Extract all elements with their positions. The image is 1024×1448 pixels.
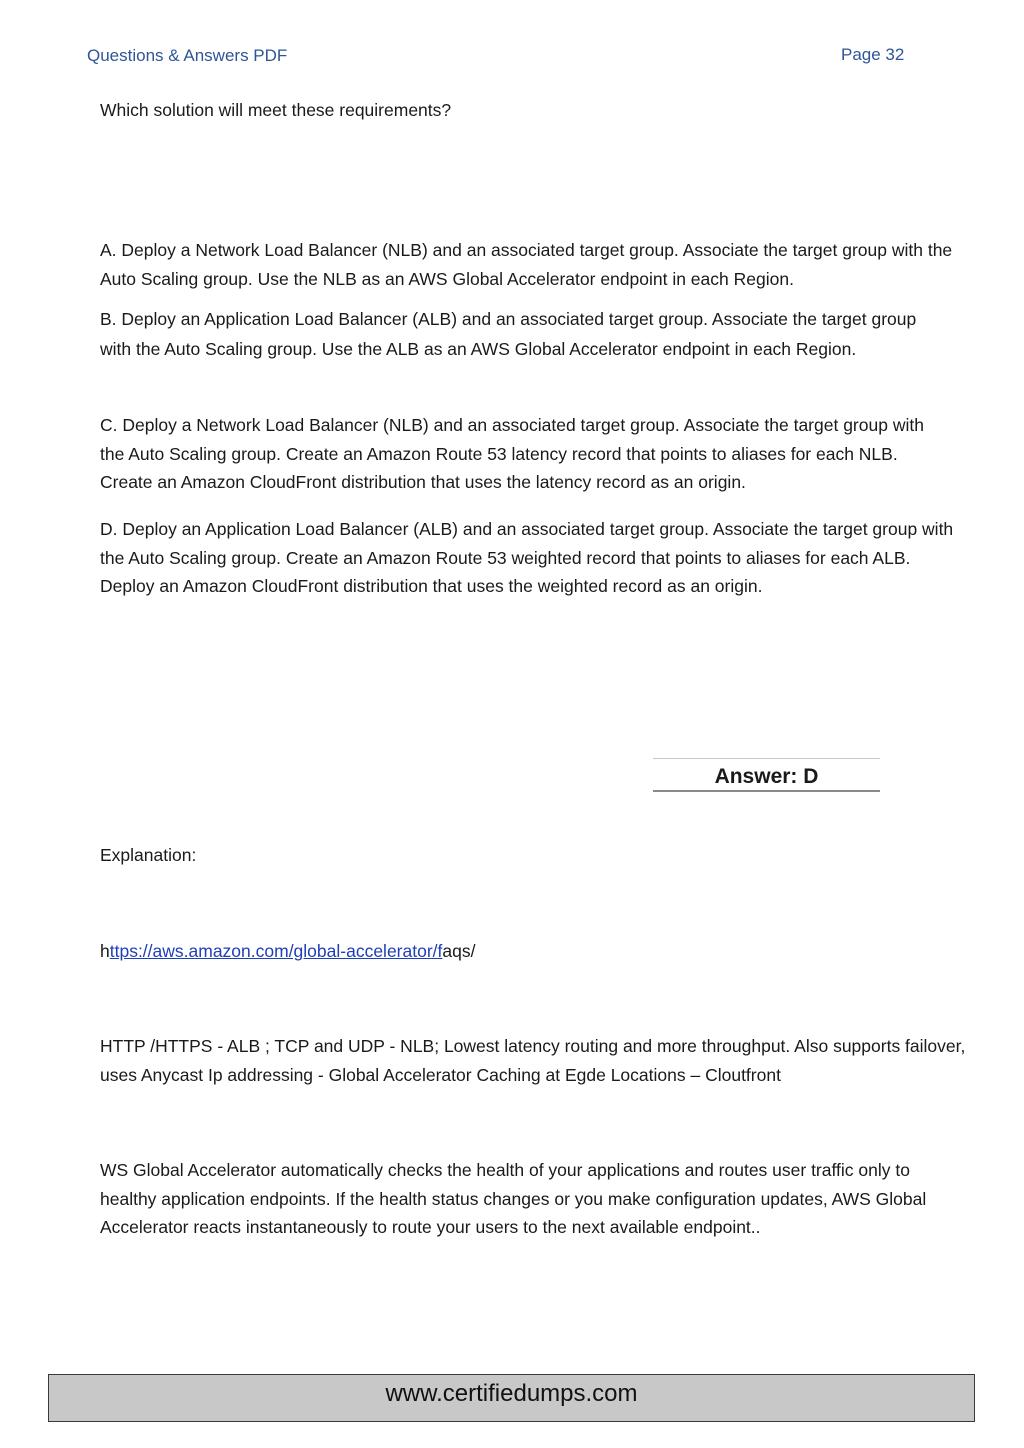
document-title: Questions & Answers PDF: [87, 46, 288, 65]
link-suffix: aqs/: [442, 941, 476, 961]
explanation-paragraph-1: HTTP /HTTPS - ALB ; TCP and UDP - NLB; Lowest latency routing and more throughput. Also supports failover, uses Anycast Ip addressing - Global Accelerator Caching at Egde Locations – Cloutfront: [100, 1036, 966, 1085]
answer-divider: [653, 758, 880, 759]
option-d: D. Deploy an Application Load Balancer (ALB) and an associated target group. Associate the target group with the Auto Scaling group. Create an Amazon Route 53 weighted record that points to aliases for each ALB. Deploy an Amazon CloudFront distribution that uses the weighted record as an origin.: [100, 519, 954, 597]
option-a: A. Deploy a Network Load Balancer (NLB) and an associated target group. Associate the target group with the Auto Scaling group. Use the NLB as an AWS Global Accelerator endpoint in each Region.: [100, 240, 953, 289]
link-url[interactable]: ttps://aws.amazon.com/global-accelerator/f: [109, 941, 443, 961]
option-c: C. Deploy a Network Load Balancer (NLB) and an associated target group. Associate the target group with the Auto Scaling group. Create an Amazon Route 53 latency record that points to aliases for each NLB. Create an Amazon CloudFront distribution that uses the latency record as an origin.: [100, 415, 924, 493]
reference-link[interactable]: [100, 937, 475, 965]
answer-label: Answer: D: [714, 765, 819, 788]
answer-box: [653, 764, 880, 792]
footer-url: www.certifiedumps.com: [385, 1380, 638, 1407]
footer-banner: [48, 1374, 975, 1422]
explanation-heading: Explanation:: [100, 845, 197, 865]
option-b: B. Deploy an Application Load Balancer (ALB) and an associated target group. Associate the target group with the Auto Scaling group. Use the ALB as an AWS Global Accelerator endpoint in each Region.: [100, 309, 917, 359]
link-prefix: h: [100, 941, 110, 961]
explanation-paragraph-2: WS Global Accelerator automatically checks the health of your applications and routes user traffic only to healthy application endpoints. If the health status changes or you make configuration updates, AWS Global Accelerator reacts instantaneously to route your users to the next available endpoint..: [100, 1160, 927, 1238]
question-prompt: Which solution will meet these requirements?: [100, 100, 452, 120]
page-number: Page 32: [841, 45, 905, 64]
